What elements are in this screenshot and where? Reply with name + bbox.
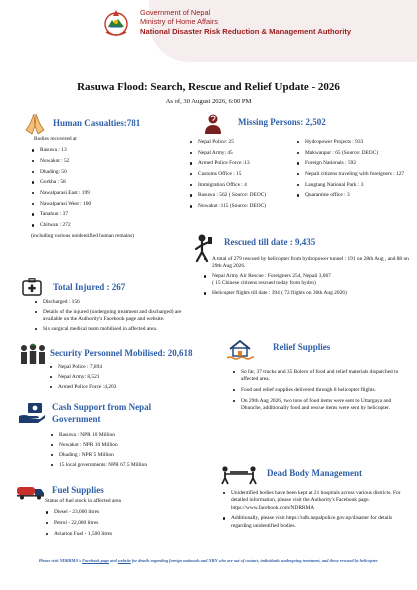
casualty-item: Rasuwa : 13 — [31, 147, 181, 154]
missing-person-item: Quarantine office : 3 — [296, 192, 417, 199]
missing-person-item: Makwanpur : 65 (Source: DEOC) — [296, 150, 417, 157]
cash-hand-icon — [18, 401, 46, 425]
header-line-authority: National Disaster Risk Reduction & Management Authority — [140, 26, 352, 36]
security-personnel-item: Armed Police Force :4,203 — [49, 384, 194, 391]
rescued-item-army: Nepal Army Air Rescue : Foreigners 254, Nepali 3,067 ( 15 Chinese citizens rescued today from hydro) — [203, 273, 413, 288]
casualty-item: Tanahun : 37 — [31, 211, 181, 218]
security-section — [49, 364, 194, 394]
house-flood-icon — [226, 338, 254, 360]
casualty-item: Nawalparasi West : 100 — [31, 201, 181, 208]
missing-persons-list-2 — [296, 139, 417, 200]
cash-support-section — [50, 432, 195, 472]
missing-person-item: Nepali citizens traveling with foreigners : 127 — [296, 171, 417, 178]
casualty-item: Nawalparasi East : 199 — [31, 190, 181, 197]
bodies-recovered-intro: Bodies recovered at — [34, 136, 77, 142]
relief-item: So far, 37 trucks and 35 Bolero of food and relief materials dispatched to affected area. — [232, 369, 404, 384]
missing-person-item: Rasuwa : 562 ( Source: DEOC) — [189, 192, 293, 199]
missing-persons-col2 — [296, 139, 417, 203]
rescued-list — [203, 256, 413, 298]
missing-person-item: Nuwakot :115 (Source: DEOC) — [189, 203, 293, 210]
rescued-item-tunnel: A total of 279 rescued by helicopter from hydropower tunnel : 191 on 28th Aug , and 88 on 29th Aug 2026. — [203, 256, 413, 271]
injured-item: Discharged : 156 — [34, 299, 192, 306]
rescued-section — [203, 256, 413, 300]
first-aid-kit-icon — [22, 278, 42, 296]
fuel-supplies-title: Fuel Supplies — [52, 485, 104, 495]
missing-person-item: Foreign Nationals : 592 — [296, 160, 417, 167]
footer-website-link[interactable]: website — [117, 558, 131, 563]
nepal-emblem-icon — [100, 8, 132, 38]
missing-person-item: Langtang National Park : 3 — [296, 182, 417, 189]
dead-body-item-police-link: Additionally, please visit https://udb.nepalpolice.gov.np/disaster for details regarding unidentified bodies. — [222, 515, 412, 530]
relief-item: On 29th Aug 2026, two tons of food items were sent to Uttargaya and Dhunche, additionally food and rescue items were sent by helicopter. — [232, 398, 404, 413]
cash-support-title — [52, 402, 151, 425]
footer-facebook-link[interactable]: Facebook page — [82, 558, 109, 563]
cash-support-title-line2: Government — [52, 413, 101, 424]
casualty-item: Gorkha : 58 — [31, 179, 181, 186]
rescued-title: Rescued till date : 9,435 — [224, 237, 316, 247]
cash-support-item: Dhading : NPR 5 Million — [50, 452, 195, 459]
security-personnel-item: Nepal Army: 8,521 — [49, 374, 194, 381]
cash-support-list — [50, 432, 195, 469]
cash-support-title-line1: Cash Support from Nepal — [52, 402, 152, 412]
missing-person-item: Nepal Police: 25 — [189, 139, 293, 146]
dead-body-section — [222, 490, 412, 533]
stretcher-icon — [221, 465, 257, 485]
header — [0, 0, 417, 66]
injured-item: Six surgical medical team mobilised in affected area. — [34, 326, 192, 333]
missing-person-icon — [203, 113, 223, 135]
fuel-supplies-section — [45, 498, 195, 541]
casualties-note: (including various unidentified human remains) — [31, 232, 134, 239]
fuel-intro: Status of fuel stock in affected area — [45, 498, 121, 504]
missing-person-item: Hydropower Projects : 933 — [296, 139, 417, 146]
casualty-item: Nuwakot : 52 — [31, 158, 181, 165]
security-list — [49, 364, 194, 391]
security-personnel-icon — [18, 343, 48, 365]
as-of-date: As of, 30 August 2026, 6:00 PM — [165, 98, 252, 105]
missing-person-item: Nepal Army: 45 — [189, 150, 293, 157]
praying-hands-icon — [22, 112, 48, 136]
rescued-item-helicopter: Helicopter flights till date : 394 ( 72 flights on 30th Aug 2026) — [203, 290, 413, 297]
missing-person-item: Customs Office : 15 — [189, 171, 293, 178]
header-line-government: Government of Nepal — [140, 8, 211, 17]
human-casualties-list — [31, 147, 181, 229]
fuel-item: Aviation Fuel - 1,500 litres — [45, 531, 195, 538]
cash-support-item: 15 local governments: NPR 67.5 Million — [50, 462, 195, 469]
page-title: Rasuwa Flood: Search, Rescue and Relief Update - 2026 — [77, 81, 340, 93]
rescued-item-chinese-note: ( 15 Chinese citizens rescued today from hydro) — [212, 280, 316, 287]
missing-persons-title: Missing Persons: 2,502 — [238, 117, 326, 127]
human-casualties-title: Human Casualties:781 — [53, 118, 141, 128]
cash-support-item: Nuwakot : NPR 10 Million — [50, 442, 195, 449]
total-injured-title: Total Injured : 267 — [53, 282, 126, 292]
casualty-item: Dhading: 50 — [31, 169, 181, 176]
fuel-item: Petrol - 22,000 litres — [45, 520, 195, 527]
relief-supplies-title: Relief Supplies — [273, 342, 331, 352]
dead-body-title: Dead Body Management — [267, 468, 362, 478]
fuel-item: Diesel - 23,000 litres — [45, 509, 195, 516]
total-injured-section — [34, 299, 192, 336]
injured-item: Details of the injured (undergoing treatment and discharged) are available on the Authority's Facebook page and website. — [34, 309, 192, 324]
header-text — [140, 9, 351, 37]
security-title: Security Personnel Mobilised: 20,618 — [50, 348, 193, 358]
security-personnel-item: Nepal Police : 7,894 — [49, 364, 194, 371]
total-injured-list — [34, 299, 192, 333]
human-casualties-section — [31, 136, 181, 240]
missing-persons-col1 — [189, 139, 293, 214]
missing-person-item: Armed Police Force :13 — [189, 160, 293, 167]
footer-note: Please visit NDRRMA's Facebook page and website for details regarding foreign nationals and NRN who are out of contact, individuals undergoing treatment, and those rescued by helicopter. — [38, 558, 379, 563]
fuel-truck-icon — [16, 484, 46, 500]
dead-body-list — [222, 490, 412, 530]
cash-support-item: Rasuwa : NPR 10 Million — [50, 432, 195, 439]
fuel-list — [45, 509, 195, 538]
casualty-item: Chitwan : 272 — [31, 222, 181, 229]
dead-body-item-hospitals: Unidentified bodies have been kept at 21 hospitals across various districts. For detailed information, please visit the Authority's Facebook page. https://www.facebook.com/NDRRMA — [222, 490, 412, 512]
relief-supplies-list — [232, 369, 404, 412]
missing-person-item: Immigration Office : 4 — [189, 182, 293, 189]
relief-supplies-section — [232, 369, 404, 416]
missing-persons-list-1 — [189, 139, 293, 210]
header-line-ministry: Ministry of Home Affairs — [140, 16, 218, 26]
relief-item: Food and relief supplies delivered through 8 helicopter flights. — [232, 387, 404, 394]
